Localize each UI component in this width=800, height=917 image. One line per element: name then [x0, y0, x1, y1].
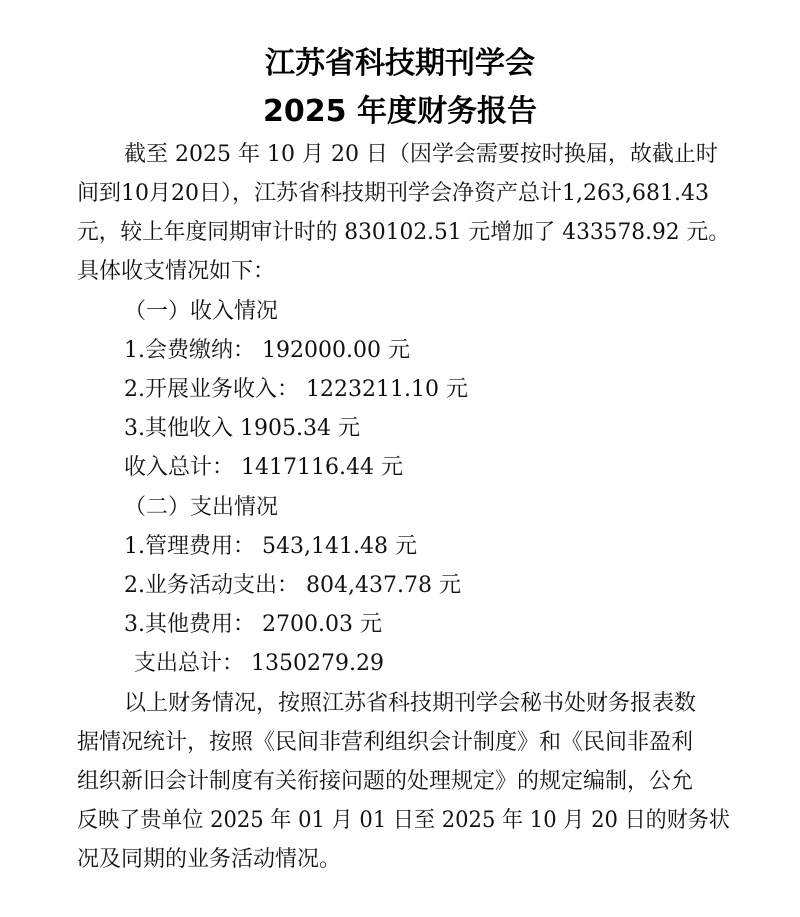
income-item-business-revenue: 2.开展业务收入： 1223211.10 元: [124, 377, 468, 402]
conclusion-line-4: 反映了贵单位 2025 年 01 月 01 日至 2025 年 10 月 20 日的财务状: [77, 808, 730, 833]
income-item-membership-fees: 1.会费缴纳： 192000.00 元: [124, 338, 410, 363]
conclusion-line-5: 况及同期的业务活动情况。: [77, 847, 342, 872]
expense-total: 支出总计： 1350279.29: [134, 651, 384, 676]
income-heading: （一）收入情况: [124, 299, 279, 324]
intro-line-1: 截至 2025 年 10 月 20 日（因学会需要按时换届，故截止时: [124, 142, 718, 167]
report-title-line-2: 2025 年度财务报告: [263, 94, 537, 129]
intro-line-2: 间到10月20日），江苏省科技期刊学会净资产总计1,263,681.43: [77, 181, 709, 206]
expense-item-other: 3.其他费用： 2700.03 元: [124, 612, 382, 637]
intro-line-3: 元，较上年度同期审计时的 830102.51 元增加了 433578.92 元。: [77, 220, 730, 245]
intro-line-4: 具体收支情况如下：: [77, 259, 276, 284]
expense-item-business-activities: 2.业务活动支出： 804,437.78 元: [124, 573, 461, 598]
conclusion-line-1: 以上财务情况，按照江苏省科技期刊学会秘书处财务报表数: [124, 691, 697, 716]
expense-heading: （二）支出情况: [124, 495, 279, 520]
report-title-line-1: 江苏省科技期刊学会: [265, 46, 535, 81]
conclusion-line-2: 据情况统计，按照《民间非营利组织会计制度》和《民间非盈利: [77, 730, 694, 755]
income-item-other-income: 3.其他收入 1905.34 元: [124, 416, 360, 441]
expense-item-management: 1.管理费用： 543,141.48 元: [124, 534, 417, 559]
income-total: 收入总计： 1417116.44 元: [124, 455, 403, 480]
conclusion-line-3: 组织新旧会计制度有关衔接问题的处理规定》的规定编制，公允: [77, 769, 694, 794]
